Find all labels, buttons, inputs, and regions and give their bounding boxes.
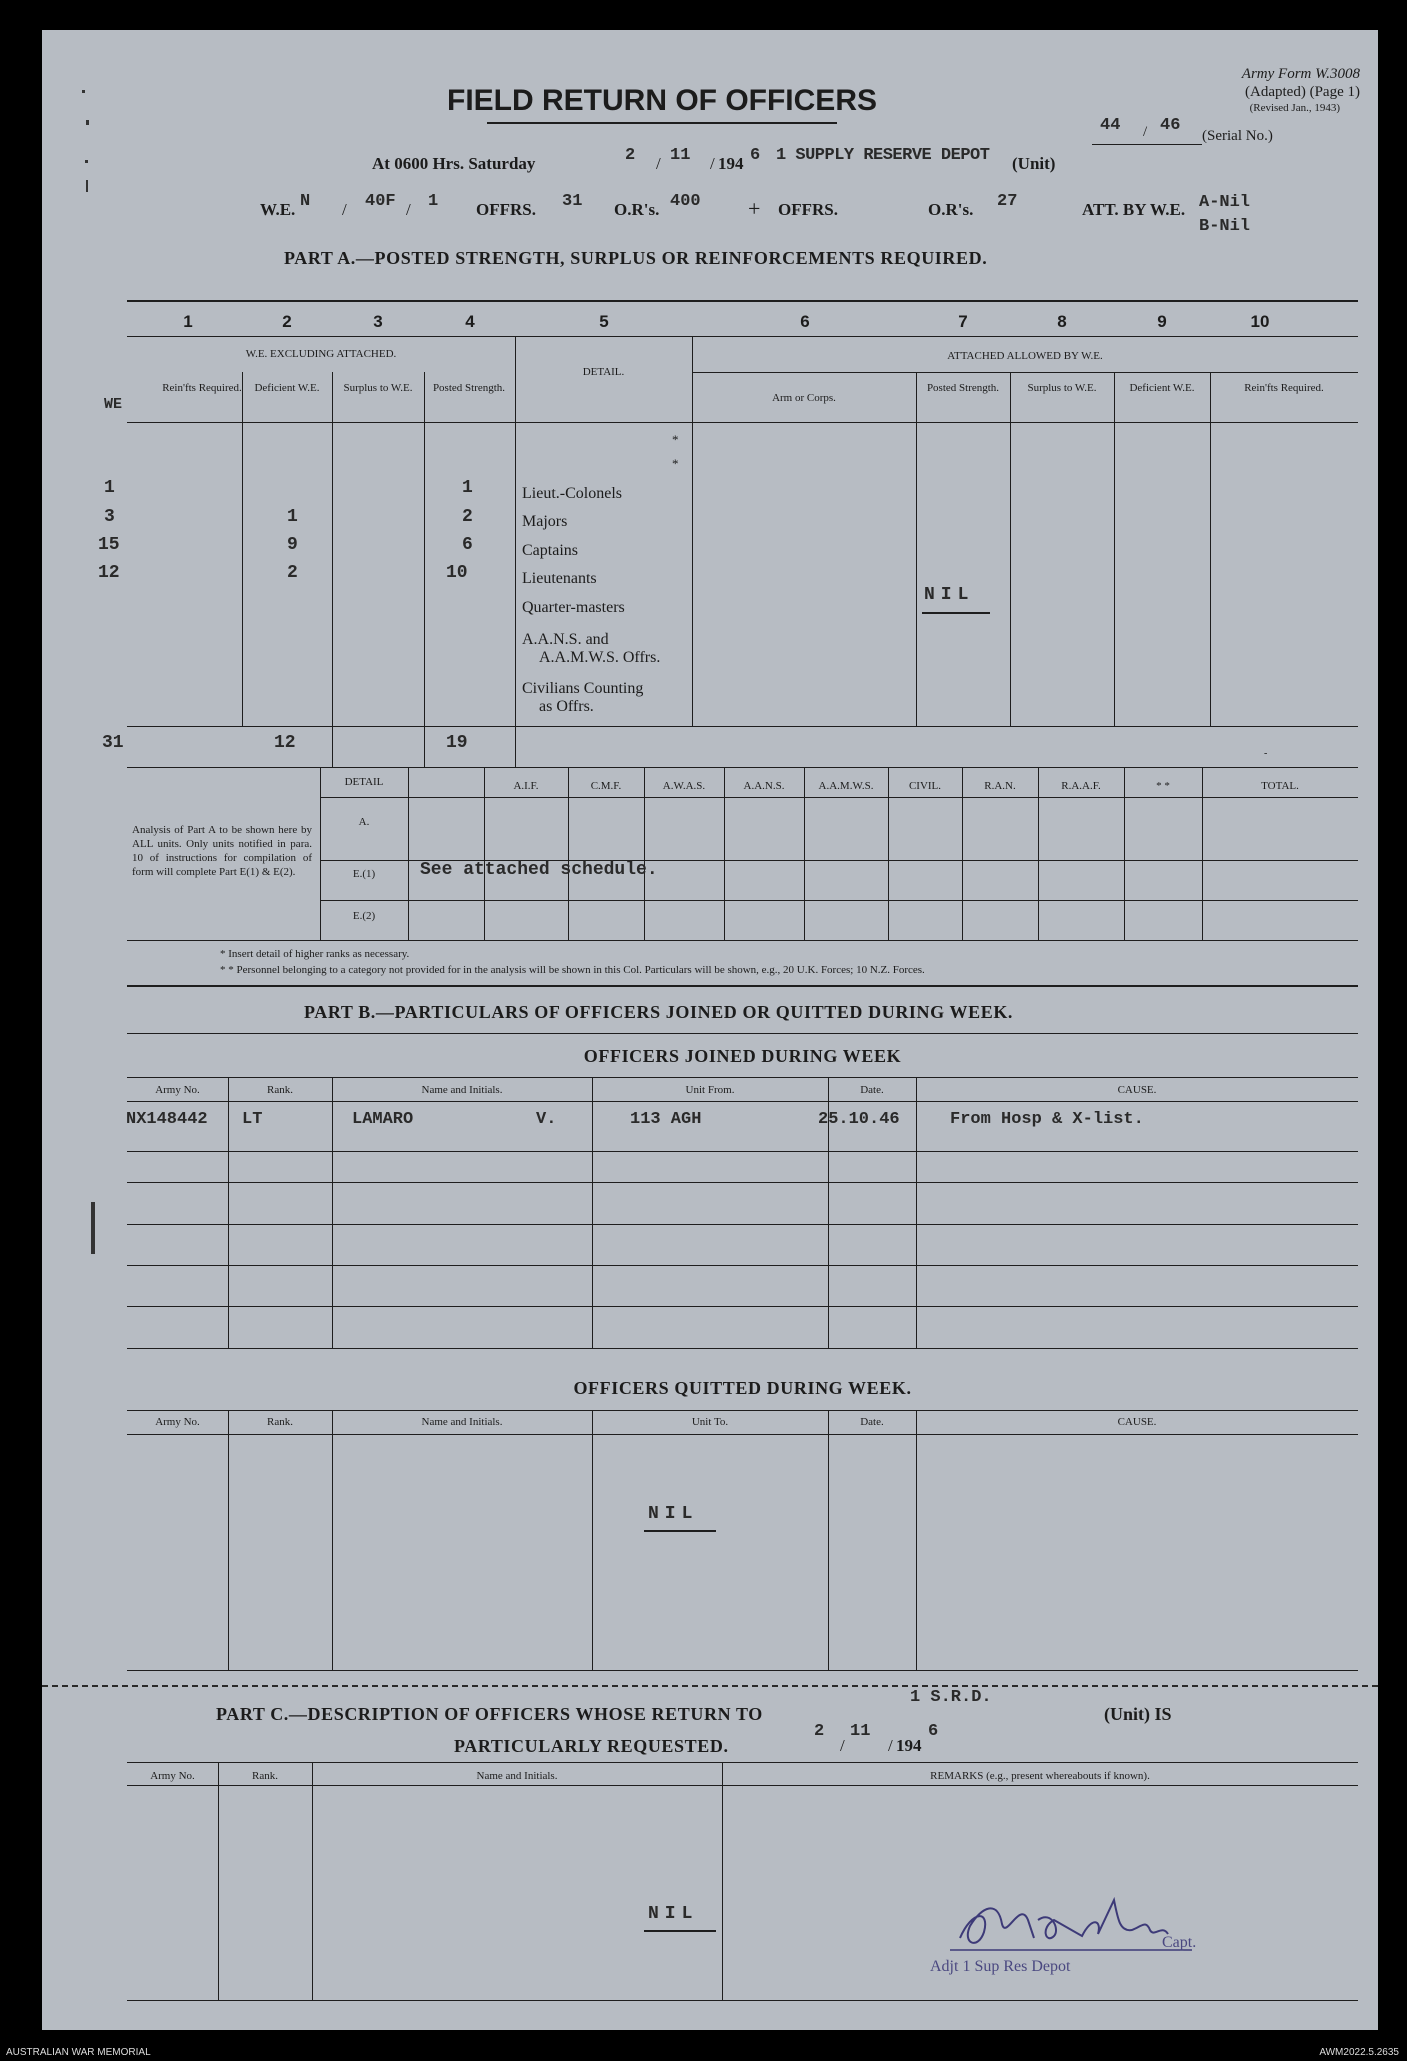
footer-right: AWM2022.5.2635 — [1319, 2047, 1399, 2058]
part-b-heading: PART B.—PARTICULARS OF OFFICERS JOINED OR QUITTED DURING WEEK. — [304, 1002, 1014, 1022]
year-prefix: 194 — [718, 154, 744, 173]
quitted-col-header: Rank. — [267, 1416, 293, 1428]
we-value: 15 — [98, 535, 120, 555]
stray-mark — [91, 1202, 95, 1254]
joined-line — [127, 1182, 1358, 1183]
quitted-col — [592, 1410, 593, 1670]
we-mark: WE — [104, 396, 123, 413]
plus-sign: + — [748, 196, 761, 221]
slash: / — [888, 1736, 893, 1755]
at-label: At 0600 Hrs. Saturday — [372, 154, 536, 173]
joined-col-header: Unit From. — [685, 1084, 735, 1096]
col-number: 7 — [958, 312, 968, 331]
att-a: A-Nil — [1199, 193, 1251, 212]
nil-underline — [644, 1530, 716, 1532]
quitted-heading: OFFICERS QUITTED DURING WEEK. — [573, 1378, 912, 1398]
serial-b: 46 — [1160, 116, 1181, 135]
part-c-col — [218, 1762, 219, 2000]
dot-mark: - — [1264, 748, 1268, 759]
analysis-header: CIVIL. — [908, 780, 942, 792]
analysis-header: A.I.F. — [513, 780, 539, 792]
col-number: 9 — [1157, 312, 1167, 331]
footnote-2: * * Personnel belonging to a category not provided for in the analysis will be shown in this Col. Particulars will be shown, e.g., 20 U.K. Forces; 10 N.Z. Forces. — [220, 964, 925, 976]
offrs2-label: OFFRS. — [778, 200, 838, 219]
col-header: Deficient W.E. — [254, 382, 320, 394]
part-c-col-header: REMARKS (e.g., present whereabouts if known). — [930, 1770, 1150, 1782]
col-number: 10 — [1250, 312, 1270, 331]
table-line — [127, 767, 1358, 768]
analysis-note: Analysis of Part A to be shown here by ALL units. Only units notified in para. 10 of instructions for compilation of form will complete Part E(1) & E(2). — [132, 824, 312, 878]
part-c-year-prefix: 194 — [896, 1736, 922, 1755]
unit-label: (Unit) — [1012, 154, 1056, 173]
stray-mark — [85, 160, 88, 163]
col-header: Posted Strength. — [432, 382, 506, 394]
form-id: Army Form W.3008 — [1241, 66, 1360, 82]
part-a-heading: PART A.—POSTED STRENGTH, SURPLUS OR REINFORCEMENTS REQUIRED. — [284, 248, 988, 268]
joined-line — [127, 1348, 1358, 1349]
analysis-header: A.A.M.W.S. — [818, 780, 874, 792]
quitted-col — [916, 1410, 917, 1670]
joined-rank: LT — [242, 1110, 263, 1129]
joined-col — [592, 1077, 593, 1348]
joined-name: LAMARO — [352, 1110, 414, 1129]
joined-unit: 113 AGH — [630, 1110, 702, 1129]
table-line — [127, 726, 1358, 727]
analysis-col — [888, 767, 889, 941]
stray-mark — [86, 120, 89, 125]
analysis-row-label: E.(1) — [352, 868, 376, 880]
joined-col — [916, 1077, 917, 1348]
joined-col — [228, 1077, 229, 1348]
analysis-header: C.M.F. — [590, 780, 622, 792]
col-header: Arm or Corps. — [772, 392, 836, 404]
rank-label: Majors — [522, 513, 568, 530]
quitted-col — [332, 1410, 333, 1670]
total-posted: 19 — [446, 733, 468, 753]
analysis-line — [127, 940, 1358, 941]
nil-underline — [922, 612, 990, 614]
total-we: 31 — [102, 733, 124, 753]
see-schedule-text: See attached schedule. — [420, 860, 658, 880]
form-id-adapted: (Adapted) (Page 1) — [1245, 84, 1360, 100]
rank-label: Civilians Counting — [522, 680, 644, 697]
serial-line — [1092, 144, 1202, 145]
joined-army-no: NX148442 — [126, 1110, 208, 1129]
slash: / — [406, 200, 411, 219]
part-c-heading: PART C.—DESCRIPTION OF OFFICERS WHOSE RETURN TO — [216, 1704, 763, 1724]
posted-value: 1 — [462, 478, 473, 498]
att-label: ATT. BY W.E. — [1082, 200, 1186, 219]
joined-line — [127, 1306, 1358, 1307]
we-c: 1 — [428, 192, 439, 211]
analysis-row-label: A. — [358, 816, 370, 828]
ors2-label: O.R's. — [928, 200, 974, 219]
slash: / — [342, 200, 347, 219]
joined-col-header: Name and Initials. — [421, 1084, 503, 1096]
we-value: 12 — [98, 563, 120, 583]
table-line — [127, 336, 1358, 337]
signature-rank: Capt. — [1162, 1934, 1197, 1951]
col-header: Posted Strength. — [926, 382, 1000, 394]
return-unit: 1 S.R.D. — [910, 1688, 992, 1707]
joined-line — [127, 1265, 1358, 1266]
slash: / — [710, 154, 715, 173]
rank-label: Lieutenants — [522, 570, 597, 587]
col-header: Rein'fts Required. — [1244, 382, 1324, 394]
part-c-year-suffix: 6 — [928, 1722, 939, 1741]
month-value: 11 — [670, 146, 691, 165]
signature-title: Adjt 1 Sup Res Depot — [930, 1958, 1071, 1975]
rank-label: Captains — [522, 542, 578, 559]
rank-label: Quarter-masters — [522, 599, 625, 616]
rank-label: Lieut.-Colonels — [522, 485, 622, 502]
analysis-row-label: E.(2) — [352, 910, 376, 922]
col-header: Surplus to W.E. — [343, 382, 413, 394]
analysis-header: DETAIL — [344, 776, 384, 788]
quitted-col-header: Army No. — [155, 1416, 200, 1428]
col-line — [332, 372, 333, 767]
unit-name: 1 SUPPLY RESERVE DEPOT — [776, 146, 990, 165]
quitted-nil: NIL — [648, 1504, 699, 1524]
we-a: N — [300, 192, 311, 211]
analysis-header: * * — [1156, 780, 1170, 792]
ors-value: 400 — [670, 192, 701, 211]
joined-col — [332, 1077, 333, 1348]
total-deficient: 12 — [274, 733, 296, 753]
col-line — [916, 372, 917, 726]
joined-col-header: Date. — [860, 1084, 884, 1096]
part-c-col — [722, 1762, 723, 2000]
serial-label: (Serial No.) — [1202, 128, 1273, 144]
stray-mark — [86, 180, 88, 192]
star-mark: * — [672, 432, 679, 447]
part-c-col-header: Rank. — [252, 1770, 278, 1782]
serial-a: 44 — [1100, 116, 1121, 135]
part-c-col-header: Army No. — [150, 1770, 195, 1782]
ors2-value: 27 — [997, 192, 1018, 211]
quitted-col-header: Date. — [860, 1416, 884, 1428]
joined-line — [127, 1224, 1358, 1225]
analysis-col — [724, 767, 725, 941]
analysis-col — [644, 767, 645, 941]
slash: / — [656, 154, 661, 173]
joined-date: 25.10.46 — [818, 1110, 900, 1129]
col-number: 5 — [599, 312, 609, 331]
col-number: 8 — [1057, 312, 1067, 331]
col-line — [515, 336, 516, 767]
detail-header: DETAIL. — [582, 366, 625, 378]
part-c-day: 2 — [814, 1722, 825, 1741]
section-line — [127, 1033, 1358, 1034]
posted-value: 2 — [462, 507, 473, 527]
deficient-value: 1 — [287, 507, 298, 527]
part-c-unit-label: (Unit) IS — [1104, 1704, 1172, 1724]
title-underline — [487, 122, 837, 124]
star-mark: * — [672, 456, 679, 471]
part-c-nil: NIL — [648, 1904, 699, 1924]
nil-attached: NIL — [924, 585, 975, 605]
col-number: 6 — [800, 312, 810, 331]
serial-slash: / — [1143, 124, 1148, 140]
stray-mark — [82, 90, 85, 93]
col-line — [1210, 372, 1211, 726]
attached-header: ATTACHED ALLOWED BY W.E. — [947, 350, 1103, 362]
joined-line — [127, 1101, 1358, 1102]
col-header: Rein'fts Required. — [162, 382, 242, 394]
section-divider — [127, 985, 1358, 987]
analysis-col — [408, 767, 409, 941]
we-value: 3 — [104, 507, 115, 527]
joined-cause: From Hosp & X-list. — [950, 1110, 1144, 1129]
joined-col-header: CAUSE. — [1117, 1084, 1157, 1096]
col-number: 3 — [373, 312, 383, 331]
analysis-col — [1038, 767, 1039, 941]
quitted-line — [127, 1410, 1358, 1411]
col-number: 1 — [183, 312, 193, 331]
rank-label: A.A.N.S. and — [522, 631, 609, 648]
joined-col-header: Army No. — [155, 1084, 200, 1096]
col-header: Surplus to W.E. — [1027, 382, 1097, 394]
we-excluding-header: W.E. EXCLUDING ATTACHED. — [245, 348, 397, 360]
quitted-col-header: Unit To. — [691, 1416, 729, 1428]
quitted-col-header: CAUSE. — [1117, 1416, 1157, 1428]
offrs-value: 31 — [562, 192, 583, 211]
slash: / — [840, 1736, 845, 1755]
analysis-header: R.A.A.F. — [1061, 780, 1101, 792]
part-c-month: 11 — [850, 1722, 871, 1741]
analysis-header: A.A.N.S. — [743, 780, 785, 792]
deficient-value: 9 — [287, 535, 298, 555]
quitted-col — [828, 1410, 829, 1670]
col-line — [1010, 372, 1011, 726]
form-revised: (Revised Jan., 1943) — [1249, 102, 1340, 114]
col-line — [424, 372, 425, 767]
analysis-col — [1124, 767, 1125, 941]
joined-heading: OFFICERS JOINED DURING WEEK — [583, 1046, 902, 1066]
joined-col-header: Rank. — [267, 1084, 293, 1096]
att-b: B-Nil — [1199, 217, 1251, 236]
analysis-col — [804, 767, 805, 941]
footer-left: AUSTRALIAN WAR MEMORIAL — [6, 2047, 151, 2058]
rank-label: A.A.M.W.S. Offrs. — [539, 649, 661, 666]
ors-label: O.R's. — [614, 200, 660, 219]
form-paper — [42, 30, 1378, 2030]
part-c-col-header: Name and Initials. — [476, 1770, 558, 1782]
analysis-col — [962, 767, 963, 941]
dashed-separator — [42, 1685, 1378, 1687]
col-number: 2 — [282, 312, 292, 331]
analysis-header: A.W.A.S. — [662, 780, 706, 792]
year-suffix: 6 — [750, 146, 761, 165]
part-c-requested: PARTICULARLY REQUESTED. — [454, 1736, 729, 1756]
quitted-line — [127, 1670, 1358, 1671]
table-line — [127, 422, 1358, 423]
analysis-col — [484, 767, 485, 941]
col-line — [242, 372, 243, 727]
table-top-line — [127, 300, 1358, 302]
col-number: 4 — [465, 312, 475, 331]
offrs-label: OFFRS. — [476, 200, 536, 219]
posted-value: 6 — [462, 535, 473, 555]
table-line — [692, 372, 1358, 373]
col-header: Deficient W.E. — [1129, 382, 1195, 394]
analysis-col — [568, 767, 569, 941]
we-b: 40F — [365, 192, 396, 211]
part-c-line — [127, 2000, 1358, 2001]
quitted-col-header: Name and Initials. — [421, 1416, 503, 1428]
part-c-col — [312, 1762, 313, 2000]
quitted-line — [127, 1434, 1358, 1435]
we-label: W.E. — [260, 200, 296, 219]
joined-line — [127, 1077, 1358, 1078]
we-value: 1 — [104, 478, 115, 498]
analysis-col — [1202, 767, 1203, 941]
nil-underline — [644, 1930, 716, 1932]
page-title: FIELD RETURN OF OFFICERS — [447, 84, 877, 117]
joined-line — [127, 1151, 1358, 1152]
day-value: 2 — [625, 146, 636, 165]
joined-initial: V. — [536, 1110, 557, 1129]
analysis-header: R.A.N. — [984, 780, 1016, 792]
quitted-col — [228, 1410, 229, 1670]
footnote-1: * Insert detail of higher ranks as necessary. — [220, 948, 410, 960]
col-line — [1114, 372, 1115, 726]
analysis-header: TOTAL. — [1261, 780, 1299, 792]
posted-value: 10 — [446, 563, 468, 583]
deficient-value: 2 — [287, 563, 298, 583]
rank-label: as Offrs. — [539, 698, 594, 715]
